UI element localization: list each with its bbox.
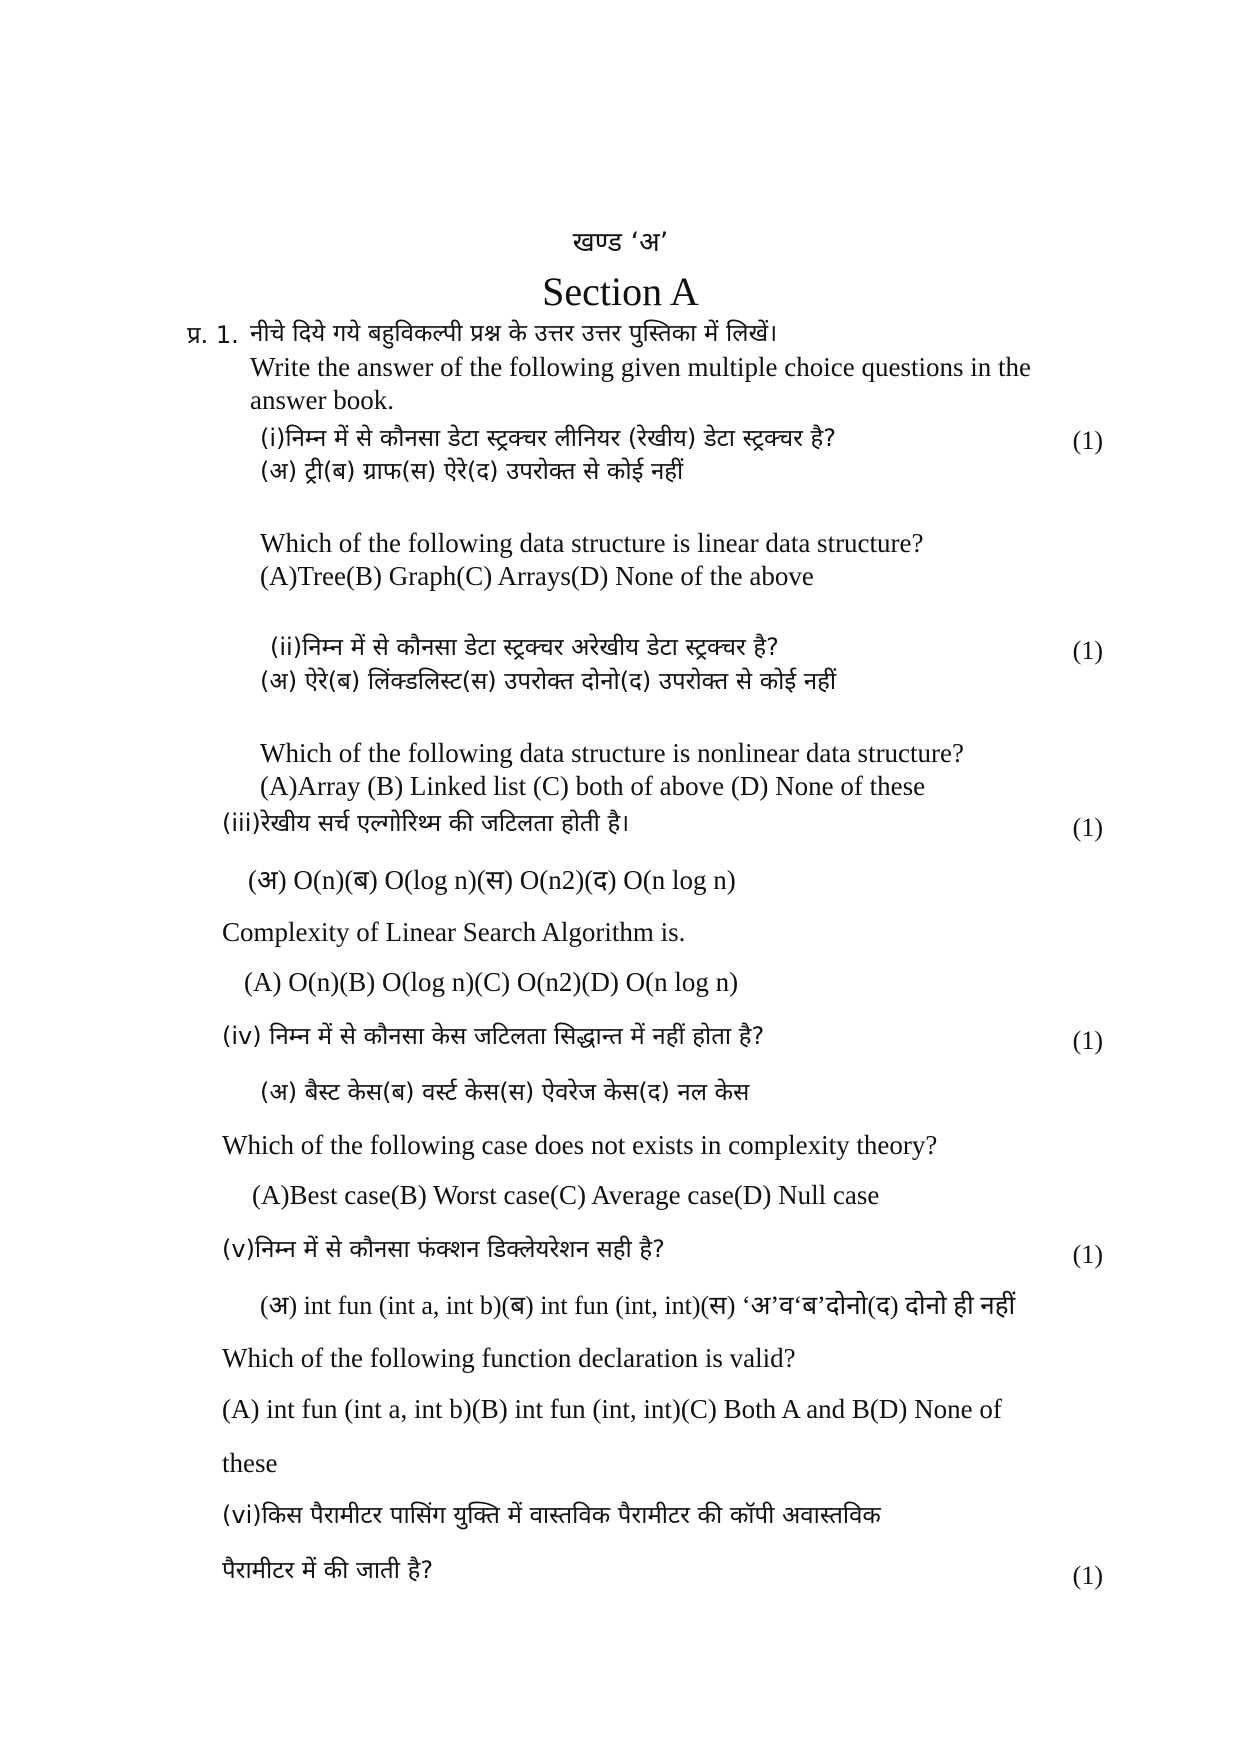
q1-options-english: (A)Tree(B) Graph(C) Arrays(D) None of the above — [260, 561, 814, 591]
q3-options-english: (A) O(n)(B) O(log n)(C) O(n2)(D) O(n log n) — [244, 967, 739, 997]
q3-options-hindi: (अ) O(n)(ब) O(log n)(स) O(n2)(द) O(n log n) — [248, 865, 736, 895]
q1-english: Which of the following data structure is linear data structure? — [260, 528, 924, 558]
section-title-english: Section A — [542, 269, 699, 314]
q5-hindi: (v)निम्न में से कौनसा फंक्शन डिक्लेयरेशन सही है? — [222, 1235, 665, 1263]
q3-hindi: (iii)रेखीय सर्च एल्गोरिथ्म की जटिलता होती है। — [222, 809, 630, 837]
q4-mark: (1) — [1072, 1026, 1103, 1055]
q6-hindi-line1: (vi)किस पैरामीटर पासिंग युक्ति में वास्तविक पैरामीटर की कॉपी अवास्तविक — [222, 1501, 881, 1529]
q6-hindi-line2: पैरामीटर में की जाती है? — [222, 1556, 434, 1584]
q5-options-hindi: (अ) int fun (int a, int b)(ब) int fun (int, int)(स) ‘अ’व‘ब’दोनो(द) दोनो ही नहीं — [260, 1291, 1016, 1320]
q2-options-hindi: (अ) ऐरे(ब) लिंक्डलिस्ट(स) उपरोक्त दोनो(द) उपरोक्त से कोई नहीं — [260, 667, 837, 695]
q5-english: Which of the following function declaration is valid? — [222, 1343, 796, 1373]
q2-options-english: (A)Array (B) Linked list (C) both of above (D) None of these — [260, 771, 926, 801]
q4-options-hindi: (अ) बैस्ट केस(ब) वर्स्ट केस(स) ऐवरेज केस(द) नल केस — [260, 1078, 750, 1106]
instruction-hindi: नीचे दिये गये बहुविकल्पी प्रश्न के उत्तर उत्तर पुस्तिका में लिखें। — [250, 319, 778, 347]
q2-english: Which of the following data structure is nonlinear data structure? — [260, 738, 965, 768]
instruction-english-line2: answer book. — [250, 385, 394, 415]
q6-mark: (1) — [1072, 1561, 1103, 1590]
q3-mark: (1) — [1072, 813, 1103, 842]
q3-english: Complexity of Linear Search Algorithm is. — [222, 917, 686, 947]
q5-mark: (1) — [1072, 1240, 1103, 1269]
section-title-hindi: खण्ड ‘अ’ — [572, 227, 669, 258]
q1-options-hindi: (अ) ट्री(ब) ग्राफ(स) ऐरे(द) उपरोक्त से कोई नहीं — [260, 457, 684, 485]
instruction-english-line1: Write the answer of the following given multiple choice questions in the — [250, 352, 1031, 382]
q4-english: Which of the following case does not exists in complexity theory? — [222, 1130, 938, 1160]
q2-hindi: (ii)निम्न में से कौनसा डेटा स्ट्रक्चर अरेखीय डेटा स्ट्रक्चर है? — [270, 633, 779, 661]
q4-options-english: (A)Best case(B) Worst case(C) Average case(D) Null case — [252, 1180, 880, 1210]
q5-options-english-line2: these — [222, 1448, 278, 1478]
q4-hindi: (iv) निम्न में से कौनसा केस जटिलता सिद्धान्त में नहीं होता है? — [222, 1022, 765, 1050]
q2-mark: (1) — [1072, 636, 1103, 665]
q5-options-english-line1: (A) int fun (int a, int b)(B) int fun (int, int)(C) Both A and B(D) None of — [222, 1394, 1002, 1424]
q1-mark: (1) — [1072, 426, 1103, 455]
q1-hindi: (i)निम्न में से कौनसा डेटा स्ट्रक्चर लीनियर (रेखीय) डेटा स्ट्रक्चर है? — [260, 424, 836, 452]
question-number: प्र. 1. — [187, 321, 239, 349]
